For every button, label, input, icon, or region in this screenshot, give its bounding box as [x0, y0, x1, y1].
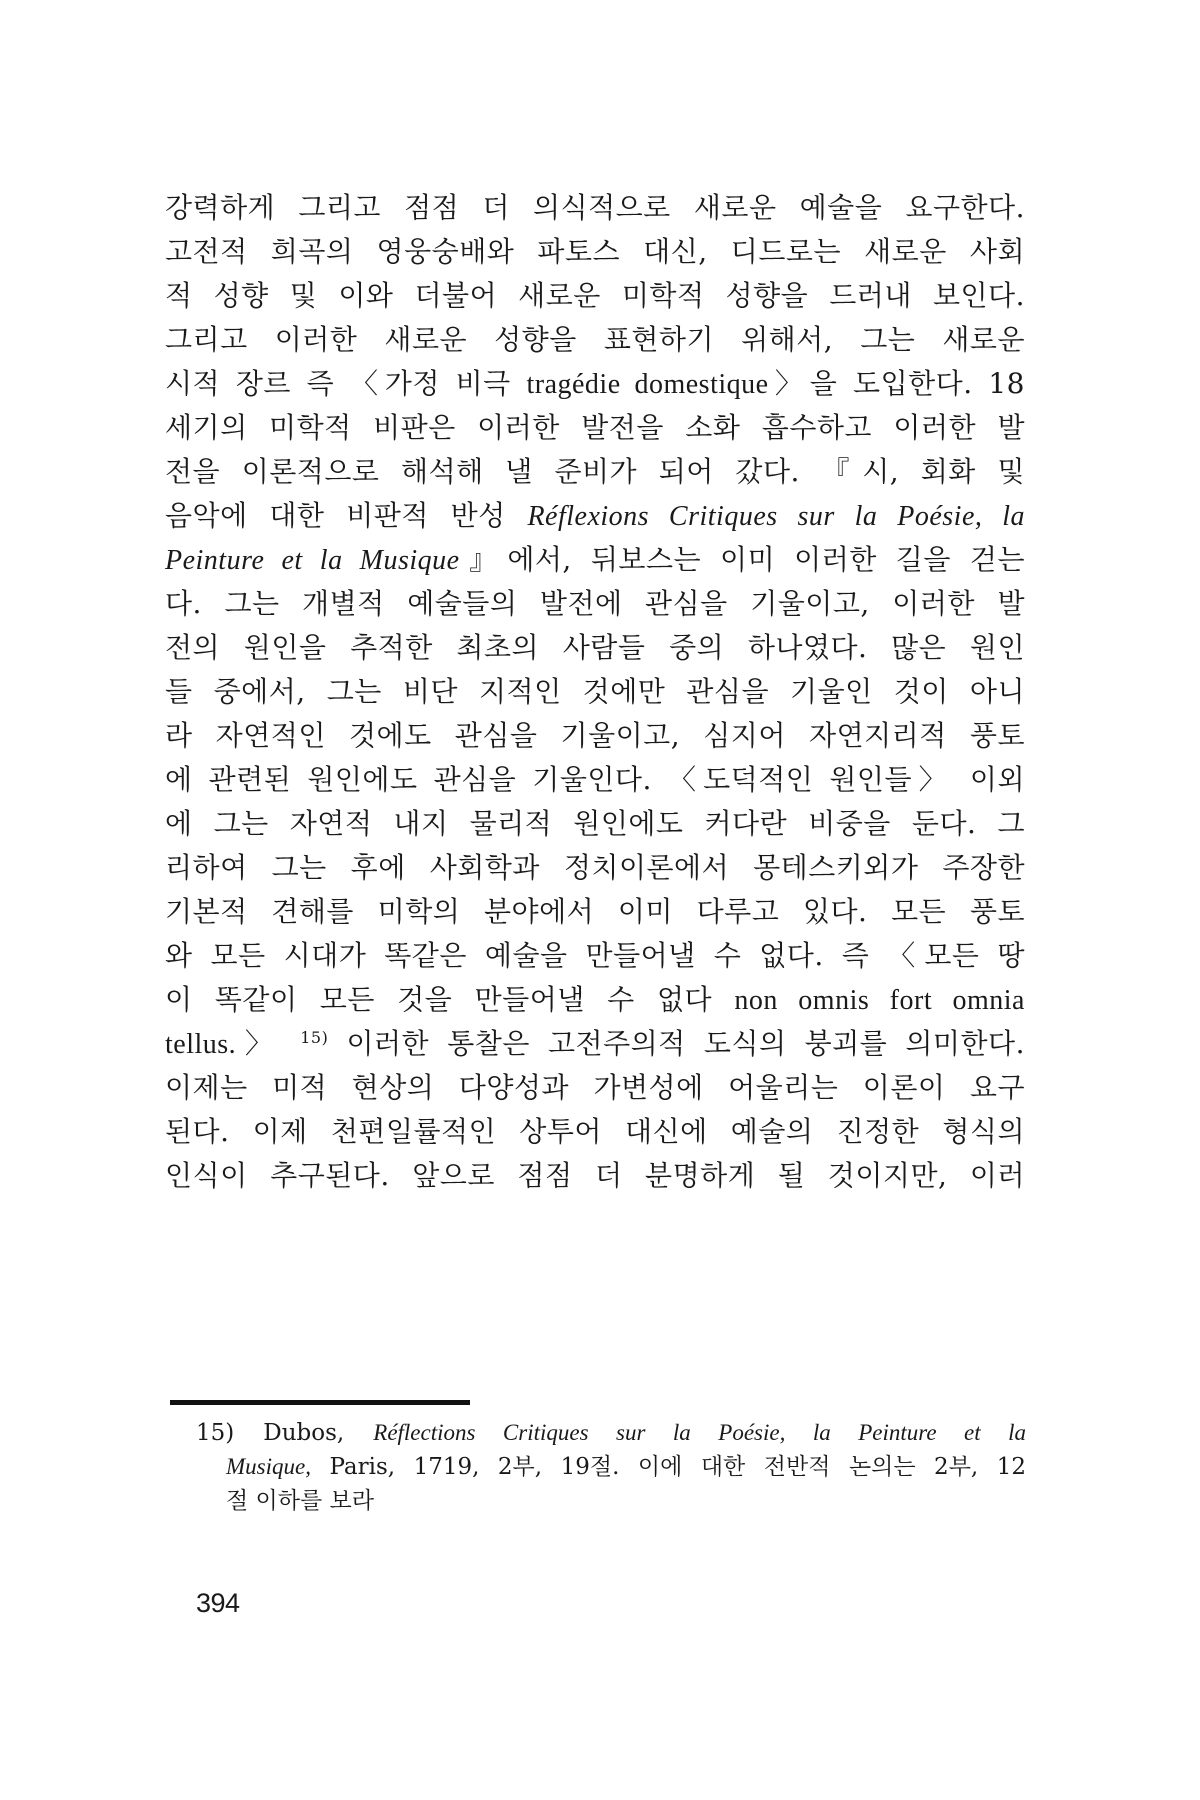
body-line — [165, 758, 1025, 802]
body-text-run: 다. 그는 개별적 예술들의 발전에 관심을 기울이고, 이러한 발 — [165, 587, 1025, 620]
body-line — [165, 494, 1025, 538]
body-text-run: 〉 — [236, 1027, 301, 1060]
body-line — [165, 670, 1025, 714]
body-text-run: 강력하게 그리고 점점 더 의식적으로 새로운 예술을 요구한다. — [165, 191, 1025, 224]
body-text-run: 이제는 미적 현상의 다양성과 가변성에 어울리는 이론이 요구 — [165, 1071, 1025, 1104]
body-text-run: 이러한 통찰은 고전주의적 도식의 붕괴를 의미한다. — [328, 1027, 1025, 1060]
body-line — [165, 1110, 1025, 1154]
body-text-run: 전의 원인을 추적한 최초의 사람들 중의 하나였다. 많은 원인 — [165, 631, 1025, 664]
body-line — [165, 1066, 1025, 1110]
body-text-run: 그리고 이러한 새로운 성향을 표현하기 위해서, 그는 새로운 — [165, 323, 1025, 356]
body-line — [165, 1154, 1025, 1198]
body-line — [165, 626, 1025, 670]
body-line — [165, 582, 1025, 626]
body-text-run: 와 모든 시대가 똑같은 예술을 만들어낼 수 없다. 즉 〈모든 땅 — [165, 939, 1025, 972]
body-line — [165, 230, 1025, 274]
body-text-run: 인식이 추구된다. 앞으로 점점 더 분명하게 될 것이지만, 이러 — [165, 1159, 1025, 1192]
footnote-line-3: 절 이하를 보라 — [226, 1488, 374, 1514]
body-line — [165, 538, 1025, 582]
body-text-run: 적 성향 및 이와 더불어 새로운 미학적 성향을 드러내 보인다. — [165, 279, 1025, 312]
footnote-line-1 — [196, 1416, 1026, 1450]
body-line — [165, 274, 1025, 318]
body-text-run: 들 중에서, 그는 비단 지적인 것에만 관심을 기울인 것이 아니 — [165, 675, 1025, 708]
body-text-run: 에 관련된 원인에도 관심을 기울인다. 〈도덕적인 원인들〉 이외 — [165, 763, 1025, 796]
body-text-run: Réflexions Critiques sur la Poésie, la — [527, 501, 1025, 532]
body-line — [165, 1022, 1025, 1066]
page-number: 394 — [196, 1588, 240, 1618]
body-line — [165, 846, 1025, 890]
body-text-run: 전을 이론적으로 해석해 낼 준비가 되어 갔다. 『시, 회화 및 — [165, 455, 1025, 488]
body-line — [165, 450, 1025, 494]
body-text-run: 〉을 도입한다. 18 — [768, 367, 1026, 400]
body-line — [165, 978, 1025, 1022]
body-text-run: 된다. 이제 천편일률적인 상투어 대신에 예술의 진정한 형식의 — [165, 1115, 1025, 1148]
body-line — [165, 362, 1025, 406]
footnote-citation: Paris, 1719, 2부, 19절. 이에 대한 전반적 논의는 2부, 12 — [310, 1454, 1026, 1480]
footnote-title-part-1: Réflections Critiques sur la Poésie, la Peinture et la — [373, 1420, 1026, 1445]
body-text-run: tellus. — [165, 1029, 237, 1060]
body-line — [165, 802, 1025, 846]
body-text-run: 리하여 그는 후에 사회학과 정치이론에서 몽테스키외가 주장한 — [165, 851, 1025, 884]
body-text-run: tragédie domestique — [526, 369, 769, 400]
body-text-run: 시적 장르 즉 〈가정 비극 — [165, 367, 527, 400]
body-text-run: 에 그는 자연적 내지 물리적 원인에도 커다란 비중을 둔다. 그 — [165, 807, 1025, 840]
body-text-run: Peinture et la Musique — [165, 545, 460, 576]
footnote-reference: 15) — [300, 1028, 329, 1047]
body-text-run: 』에서, 뒤보스는 이미 이러한 길을 걷는 — [459, 543, 1026, 576]
body-line — [165, 318, 1025, 362]
body-text — [165, 186, 1025, 1198]
footnote — [196, 1416, 1026, 1518]
body-text-run: non omnis fort omnia — [734, 985, 1025, 1016]
body-text-run: 라 자연적인 것에도 관심을 기울이고, 심지어 자연지리적 풍토 — [165, 719, 1025, 752]
body-text-run: 이 똑같이 모든 것을 만들어낼 수 없다 — [165, 983, 735, 1016]
body-line — [165, 890, 1025, 934]
footnote-number-author: 15) Dubos, — [196, 1420, 374, 1446]
footnote-line-2 — [196, 1450, 1026, 1484]
footnote-separator-rule — [170, 1400, 470, 1405]
body-text-run: 음악에 대한 비판적 반성 — [165, 499, 528, 532]
body-line — [165, 714, 1025, 758]
body-line — [165, 934, 1025, 978]
body-text-run: 고전적 희곡의 영웅숭배와 파토스 대신, 디드로는 새로운 사회 — [165, 235, 1025, 268]
footnote-title-part-2: Musique, — [226, 1454, 311, 1479]
body-line — [165, 406, 1025, 450]
body-text-run: 기본적 견해를 미학의 분야에서 이미 다루고 있다. 모든 풍토 — [165, 895, 1025, 928]
body-text-run: 세기의 미학적 비판은 이러한 발전을 소화 흡수하고 이러한 발 — [165, 411, 1025, 444]
body-line — [165, 186, 1025, 230]
